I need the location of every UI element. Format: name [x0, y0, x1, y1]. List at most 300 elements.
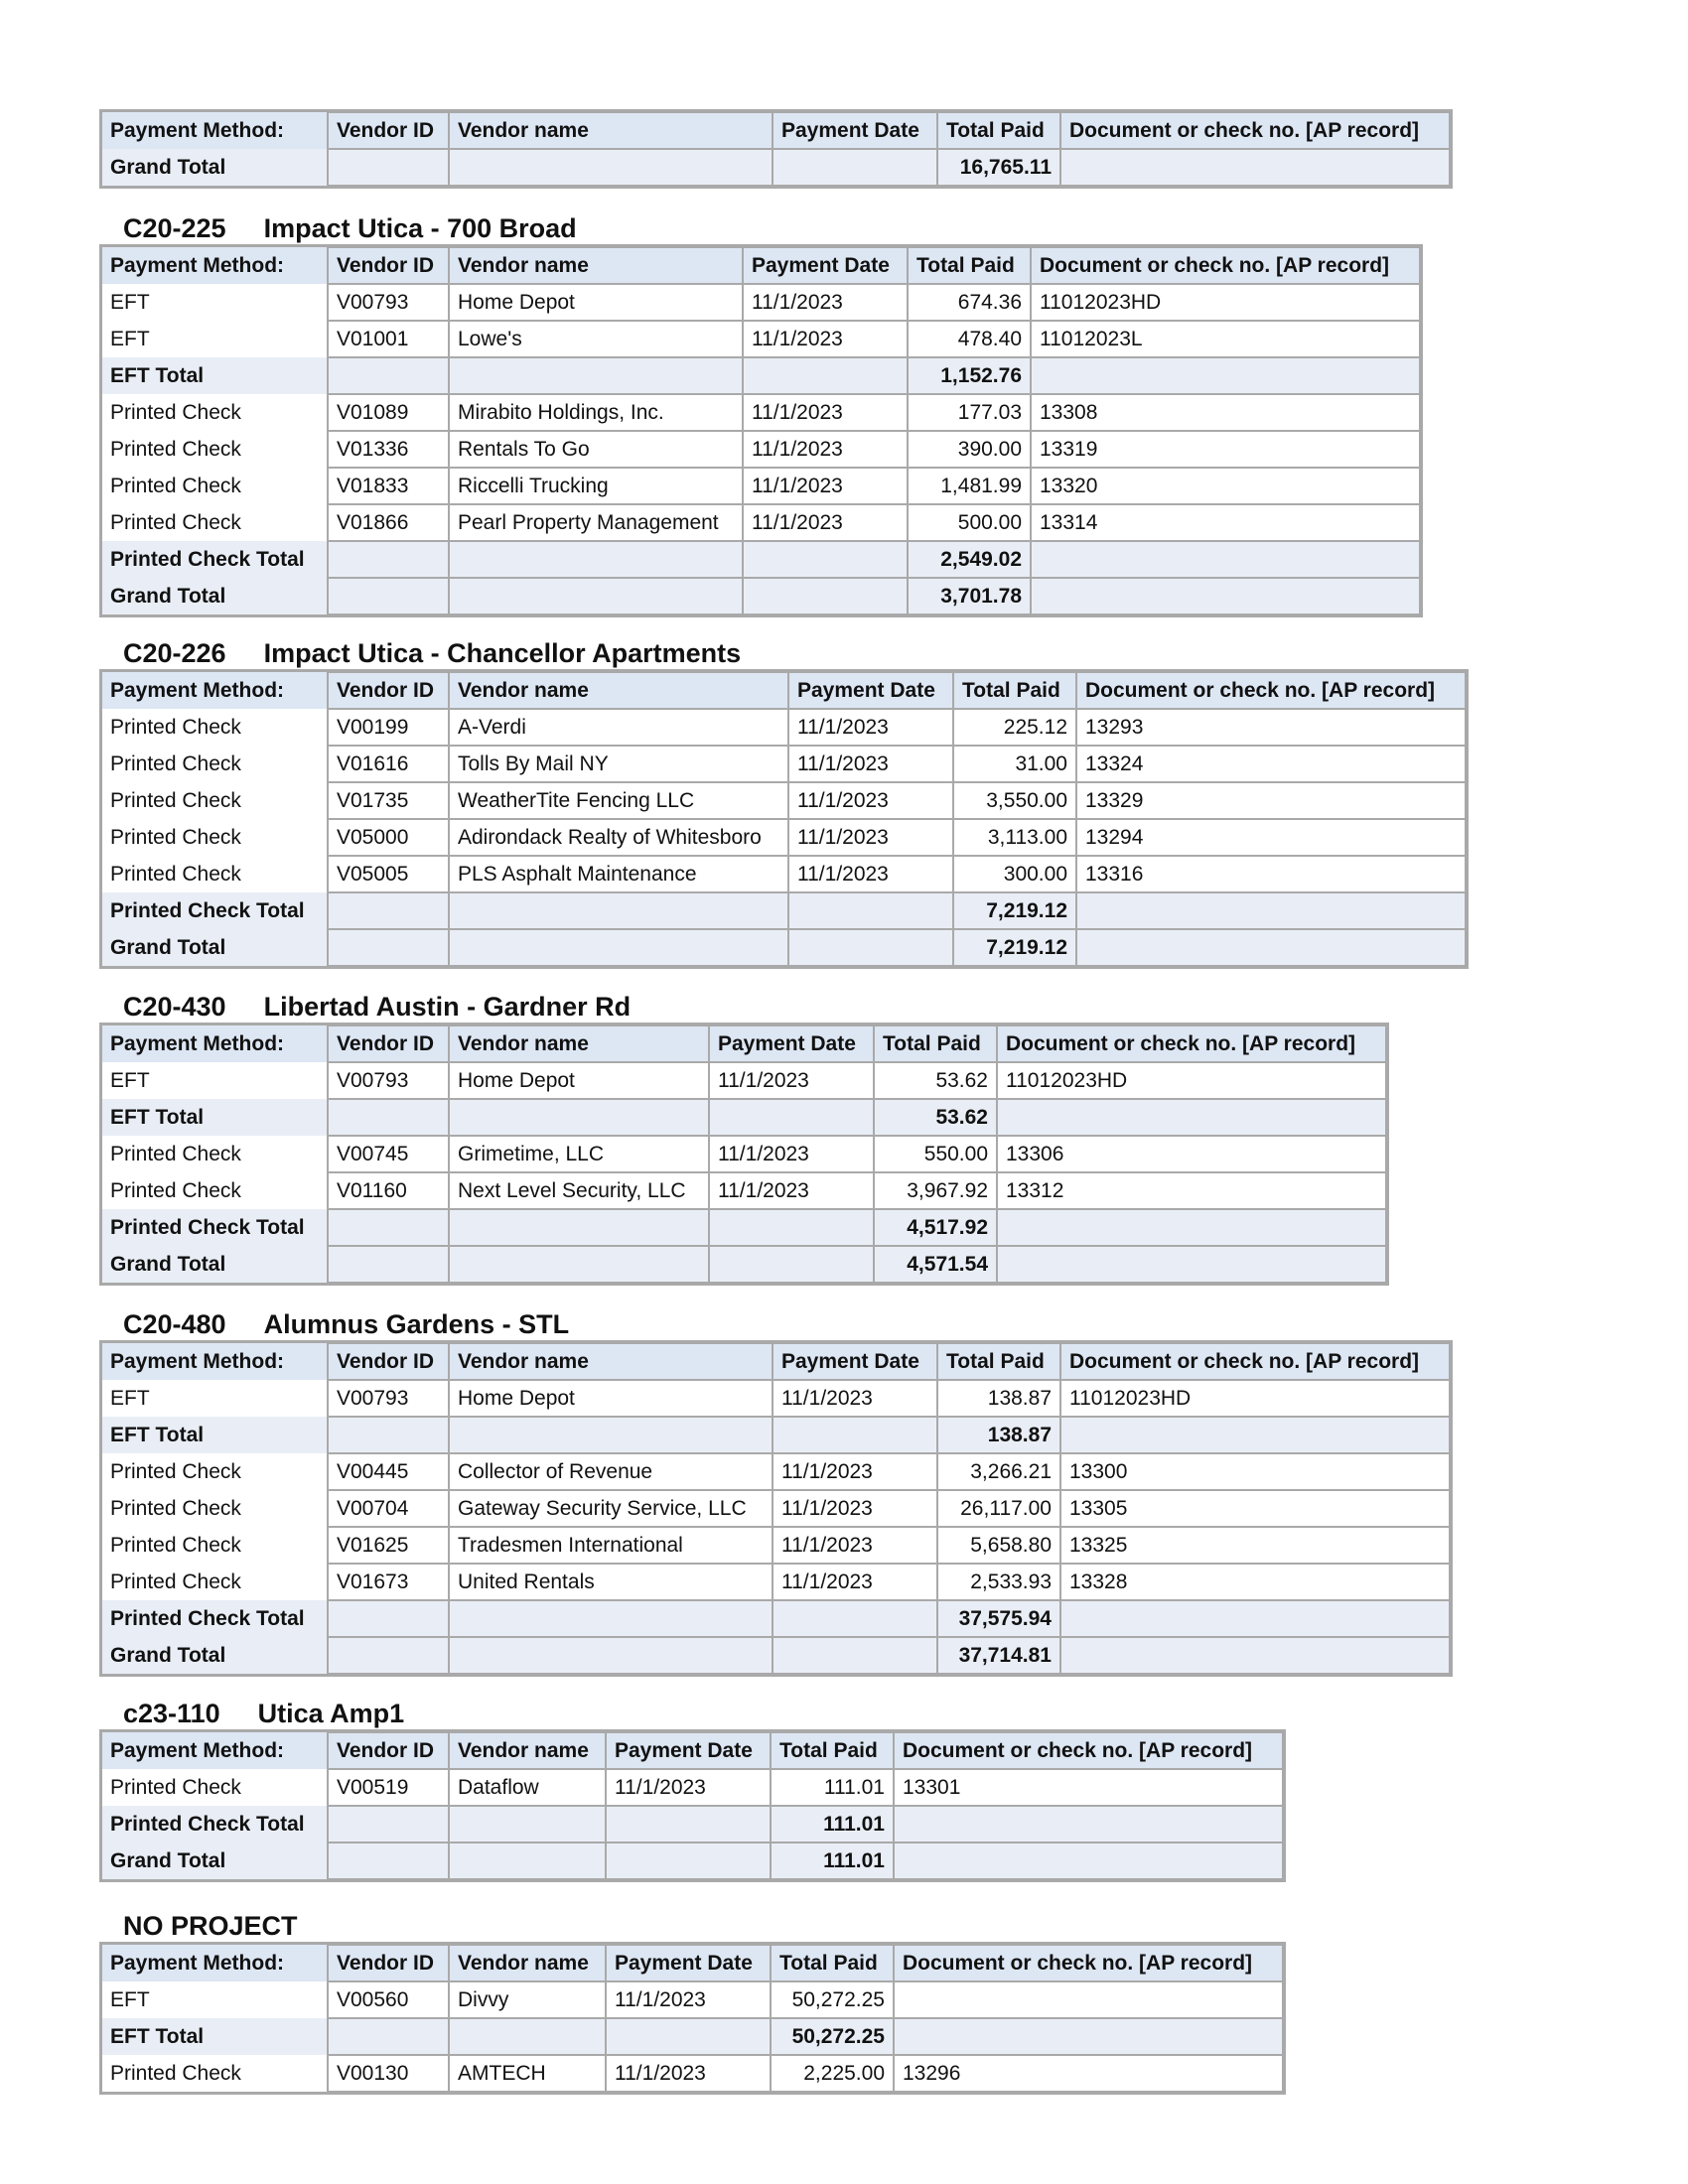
cell-document-no	[1060, 149, 1450, 186]
cell-payment-date	[743, 578, 908, 614]
header-vendor-name: Vendor name	[449, 1025, 709, 1062]
cell-payment-date: 11/1/2023	[709, 1136, 874, 1172]
table-row	[101, 284, 1420, 321]
cell-total-paid: 225.12	[953, 709, 1076, 746]
payments-table	[101, 1024, 1387, 1284]
cell-vendor-id	[328, 1600, 449, 1637]
header-payment-date: Payment Date	[773, 1343, 937, 1380]
cell-payment-date	[743, 357, 908, 394]
cell-payment-date	[743, 541, 908, 578]
payments-table	[101, 671, 1467, 967]
cell-document-no: 11012023L	[1031, 321, 1420, 357]
cell-payment-date: 11/1/2023	[743, 284, 908, 321]
header-document-no: Document or check no. [AP record]	[1031, 247, 1420, 284]
table-row	[101, 468, 1420, 504]
cell-total-paid: 50,272.25	[771, 1981, 894, 2018]
cell-vendor-id: V00793	[328, 1380, 449, 1417]
cell-document-no: 13293	[1076, 709, 1466, 746]
cell-vendor-id: V00130	[328, 2055, 449, 2092]
cell-vendor-id: V01160	[328, 1172, 449, 1209]
project-code: NO PROJECT	[123, 1911, 298, 1941]
cell-document-no: 13300	[1060, 1453, 1450, 1490]
cell-payment-method: Printed Check	[110, 825, 241, 849]
cell-document-no	[1060, 1417, 1450, 1453]
cell-payment-method: Printed Check	[110, 1178, 241, 1202]
cell-payment-method: Printed Check	[110, 1570, 241, 1593]
project-code: C20-480	[123, 1309, 226, 1339]
payments-table	[101, 246, 1421, 615]
cell-total-paid: 478.40	[908, 321, 1031, 357]
header-vendor-id: Vendor ID	[328, 1732, 449, 1769]
header-vendor-name: Vendor name	[449, 672, 788, 709]
cell-payment-method: EFT	[110, 1987, 150, 2011]
cell-payment-date	[773, 1600, 937, 1637]
cell-vendor-name	[449, 1209, 709, 1246]
cell-vendor-name: Home Depot	[449, 1380, 773, 1417]
project-code: C20-226	[123, 638, 226, 668]
cell-document-no: 13305	[1060, 1490, 1450, 1527]
cell-vendor-name	[449, 1843, 606, 1879]
cell-total-paid: 3,967.92	[874, 1172, 997, 1209]
cell-vendor-id: V01866	[328, 504, 449, 541]
cell-vendor-id: V00560	[328, 1981, 449, 2018]
cell-total-paid: 2,533.93	[937, 1564, 1060, 1600]
cell-payment-date: 11/1/2023	[773, 1453, 937, 1490]
header-total-paid: Total Paid	[771, 1732, 894, 1769]
project-name: Alumnus Gardens - STL	[263, 1309, 570, 1339]
cell-vendor-name: Rentals To Go	[449, 431, 743, 468]
cell-vendor-name	[449, 892, 788, 929]
cell-document-no	[1060, 1600, 1450, 1637]
table-row	[101, 2055, 1283, 2092]
cell-vendor-id: V05005	[328, 856, 449, 892]
cell-vendor-name: Divvy	[449, 1981, 606, 2018]
total-row	[101, 1246, 1386, 1283]
header-total-paid: Total Paid	[937, 112, 1060, 149]
cell-payment-method: Printed Check Total	[101, 1806, 328, 1843]
cell-document-no	[997, 1209, 1386, 1246]
cell-document-no: 13294	[1076, 819, 1466, 856]
header-payment-method: Payment Method:	[101, 1732, 328, 1769]
cell-payment-date	[788, 892, 953, 929]
cell-document-no: 13319	[1031, 431, 1420, 468]
header-total-paid: Total Paid	[953, 672, 1076, 709]
table-header-row	[101, 112, 1450, 149]
section-title	[101, 1306, 1451, 1342]
cell-payment-date: 11/1/2023	[606, 1981, 771, 2018]
cell-payment-method: Printed Check	[110, 751, 241, 775]
cell-vendor-name	[449, 357, 743, 394]
total-row	[101, 149, 1450, 186]
header-payment-date: Payment Date	[743, 247, 908, 284]
header-total-paid: Total Paid	[874, 1025, 997, 1062]
header-total-paid: Total Paid	[771, 1945, 894, 1981]
cell-vendor-name	[449, 1417, 773, 1453]
table-row	[101, 1564, 1450, 1600]
table-row	[101, 1136, 1386, 1172]
cell-vendor-name: Home Depot	[449, 284, 743, 321]
report-section	[101, 111, 1451, 187]
table-header-row	[101, 1343, 1450, 1380]
payments-table	[101, 1944, 1284, 2093]
cell-vendor-id: V01673	[328, 1564, 449, 1600]
cell-payment-method: EFT	[110, 1386, 150, 1410]
cell-vendor-id: V00793	[328, 1062, 449, 1099]
cell-document-no	[1031, 357, 1420, 394]
table-row	[101, 321, 1420, 357]
total-row	[101, 2018, 1283, 2055]
project-name: Libertad Austin - Gardner Rd	[263, 992, 632, 1022]
cell-payment-date	[788, 929, 953, 966]
report-section	[101, 210, 1421, 615]
cell-vendor-id	[328, 1246, 449, 1283]
cell-document-no	[1076, 892, 1466, 929]
cell-document-no: 13301	[894, 1769, 1283, 1806]
cell-vendor-id: V01001	[328, 321, 449, 357]
cell-vendor-id: V00793	[328, 284, 449, 321]
cell-vendor-id	[328, 1099, 449, 1136]
cell-payment-date: 11/1/2023	[606, 1769, 771, 1806]
table-row	[101, 1172, 1386, 1209]
cell-total-paid: 138.87	[937, 1380, 1060, 1417]
table-row	[101, 1490, 1450, 1527]
cell-total-paid: 5,658.80	[937, 1527, 1060, 1564]
header-document-no: Document or check no. [AP record]	[894, 1945, 1283, 1981]
payments-table	[101, 1342, 1451, 1675]
header-document-no: Document or check no. [AP record]	[997, 1025, 1386, 1062]
cell-total-paid: 16,765.11	[937, 149, 1060, 186]
cell-vendor-id	[328, 1806, 449, 1843]
cell-document-no	[1031, 541, 1420, 578]
cell-vendor-id: V01625	[328, 1527, 449, 1564]
project-code: c23-110	[123, 1699, 220, 1728]
header-document-no: Document or check no. [AP record]	[1060, 112, 1450, 149]
cell-total-paid: 2,549.02	[908, 541, 1031, 578]
cell-vendor-name: Adirondack Realty of Whitesboro	[449, 819, 788, 856]
cell-payment-date: 11/1/2023	[743, 431, 908, 468]
report-section	[101, 1908, 1284, 2093]
cell-total-paid: 1,152.76	[908, 357, 1031, 394]
cell-payment-date: 11/1/2023	[743, 321, 908, 357]
cell-vendor-name: Pearl Property Management	[449, 504, 743, 541]
section-title	[101, 989, 1387, 1024]
cell-total-paid: 2,225.00	[771, 2055, 894, 2092]
cell-vendor-id	[328, 149, 449, 186]
cell-payment-date: 11/1/2023	[773, 1380, 937, 1417]
total-row	[101, 1806, 1283, 1843]
total-row	[101, 1637, 1450, 1674]
cell-vendor-name: Collector of Revenue	[449, 1453, 773, 1490]
section-title	[101, 1908, 1284, 1944]
cell-payment-date: 11/1/2023	[788, 856, 953, 892]
cell-total-paid: 4,571.54	[874, 1246, 997, 1283]
header-payment-date: Payment Date	[788, 672, 953, 709]
cell-total-paid: 53.62	[874, 1062, 997, 1099]
cell-document-no	[1060, 1637, 1450, 1674]
cell-payment-method: Grand Total	[101, 1637, 328, 1674]
header-vendor-id: Vendor ID	[328, 1945, 449, 1981]
cell-total-paid: 53.62	[874, 1099, 997, 1136]
cell-payment-date: 11/1/2023	[743, 504, 908, 541]
cell-total-paid: 111.01	[771, 1843, 894, 1879]
cell-vendor-id: V01833	[328, 468, 449, 504]
cell-payment-date: 11/1/2023	[773, 1527, 937, 1564]
cell-document-no	[997, 1246, 1386, 1283]
cell-vendor-id: V01616	[328, 746, 449, 782]
cell-vendor-name: Grimetime, LLC	[449, 1136, 709, 1172]
cell-payment-method: EFT Total	[101, 1417, 328, 1453]
report-section	[101, 1306, 1451, 1675]
total-row	[101, 1600, 1450, 1637]
cell-payment-date: 11/1/2023	[743, 468, 908, 504]
table-row	[101, 1453, 1450, 1490]
total-row	[101, 892, 1466, 929]
header-payment-method: Payment Method:	[101, 672, 328, 709]
cell-vendor-name	[449, 929, 788, 966]
cell-vendor-id	[328, 357, 449, 394]
cell-payment-method: Printed Check	[110, 788, 241, 812]
project-name: Impact Utica - Chancellor Apartments	[263, 638, 742, 668]
cell-payment-date: 11/1/2023	[788, 782, 953, 819]
cell-vendor-id	[328, 541, 449, 578]
report-section	[101, 989, 1387, 1284]
cell-payment-method: Printed Check	[110, 1533, 241, 1557]
cell-payment-method: Printed Check	[110, 1496, 241, 1520]
cell-total-paid: 4,517.92	[874, 1209, 997, 1246]
cell-payment-date	[709, 1209, 874, 1246]
cell-vendor-name	[449, 578, 743, 614]
table-header-row	[101, 247, 1420, 284]
project-name: Utica Amp1	[257, 1699, 405, 1728]
cell-vendor-name: Home Depot	[449, 1062, 709, 1099]
total-row	[101, 1843, 1283, 1879]
header-vendor-id: Vendor ID	[328, 1025, 449, 1062]
total-row	[101, 578, 1420, 614]
cell-vendor-name	[449, 1099, 709, 1136]
cell-vendor-id	[328, 2018, 449, 2055]
cell-payment-method: EFT	[110, 327, 150, 350]
cell-document-no: 13320	[1031, 468, 1420, 504]
header-vendor-name: Vendor name	[449, 112, 773, 149]
total-row	[101, 929, 1466, 966]
table-header-row	[101, 672, 1466, 709]
cell-vendor-id	[328, 1417, 449, 1453]
header-vendor-id: Vendor ID	[328, 247, 449, 284]
cell-vendor-name: Next Level Security, LLC	[449, 1172, 709, 1209]
cell-total-paid: 1,481.99	[908, 468, 1031, 504]
header-payment-date: Payment Date	[773, 112, 937, 149]
cell-document-no: 13325	[1060, 1527, 1450, 1564]
section-title	[101, 1696, 1284, 1731]
cell-vendor-name: Lowe's	[449, 321, 743, 357]
cell-payment-date	[606, 2018, 771, 2055]
cell-vendor-id: V00519	[328, 1769, 449, 1806]
cell-payment-method: Grand Total	[101, 1843, 328, 1879]
project-name: Impact Utica - 700 Broad	[263, 213, 577, 243]
header-document-no: Document or check no. [AP record]	[1060, 1343, 1450, 1380]
header-vendor-id: Vendor ID	[328, 672, 449, 709]
project-code: C20-225	[123, 213, 226, 243]
table-row	[101, 709, 1466, 746]
table-row	[101, 394, 1420, 431]
cell-vendor-id	[328, 1843, 449, 1879]
cell-payment-method: Printed Check Total	[101, 1209, 328, 1246]
cell-vendor-name: Mirabito Holdings, Inc.	[449, 394, 743, 431]
payments-table	[101, 1731, 1284, 1880]
cell-total-paid: 50,272.25	[771, 2018, 894, 2055]
cell-document-no: 13306	[997, 1136, 1386, 1172]
total-row	[101, 357, 1420, 394]
cell-document-no: 11012023HD	[1060, 1380, 1450, 1417]
cell-total-paid: 37,575.94	[937, 1600, 1060, 1637]
cell-vendor-id	[328, 1637, 449, 1674]
cell-document-no: 13328	[1060, 1564, 1450, 1600]
cell-document-no: 13329	[1076, 782, 1466, 819]
cell-payment-date	[606, 1806, 771, 1843]
table-row	[101, 431, 1420, 468]
cell-vendor-id: V00745	[328, 1136, 449, 1172]
cell-total-paid: 7,219.12	[953, 929, 1076, 966]
cell-total-paid: 111.01	[771, 1769, 894, 1806]
cell-vendor-id	[328, 892, 449, 929]
cell-payment-date: 11/1/2023	[788, 746, 953, 782]
cell-payment-method: Printed Check	[110, 1775, 241, 1799]
cell-document-no	[894, 2018, 1283, 2055]
section-title	[101, 635, 1467, 671]
cell-document-no	[997, 1099, 1386, 1136]
cell-vendor-name: AMTECH	[449, 2055, 606, 2092]
cell-payment-method: EFT Total	[101, 1099, 328, 1136]
cell-total-paid: 26,117.00	[937, 1490, 1060, 1527]
cell-payment-date: 11/1/2023	[773, 1564, 937, 1600]
cell-payment-method: Printed Check	[110, 862, 241, 886]
total-row	[101, 1209, 1386, 1246]
cell-total-paid: 550.00	[874, 1136, 997, 1172]
cell-document-no	[894, 1806, 1283, 1843]
cell-vendor-name	[449, 1600, 773, 1637]
cell-document-no	[1076, 929, 1466, 966]
cell-document-no	[894, 1981, 1283, 2018]
cell-payment-method: EFT Total	[101, 2018, 328, 2055]
cell-vendor-id	[328, 929, 449, 966]
cell-payment-method: Printed Check	[110, 715, 241, 739]
cell-vendor-id: V01089	[328, 394, 449, 431]
header-vendor-name: Vendor name	[449, 1945, 606, 1981]
cell-payment-date: 11/1/2023	[709, 1172, 874, 1209]
table-header-row	[101, 1025, 1386, 1062]
header-payment-method: Payment Method:	[101, 112, 328, 149]
table-row	[101, 1380, 1450, 1417]
cell-payment-method: Grand Total	[101, 929, 328, 966]
cell-vendor-name: PLS Asphalt Maintenance	[449, 856, 788, 892]
cell-vendor-id	[328, 1209, 449, 1246]
cell-payment-date: 11/1/2023	[743, 394, 908, 431]
table-row	[101, 1769, 1283, 1806]
header-payment-method: Payment Method:	[101, 1945, 328, 1981]
cell-vendor-name: Riccelli Trucking	[449, 468, 743, 504]
cell-payment-date: 11/1/2023	[788, 709, 953, 746]
cell-payment-method: Printed Check	[110, 2061, 241, 2085]
report-section	[101, 1696, 1284, 1880]
header-vendor-name: Vendor name	[449, 1732, 606, 1769]
cell-payment-method: EFT	[110, 1068, 150, 1092]
header-payment-method: Payment Method:	[101, 1343, 328, 1380]
cell-vendor-name: Dataflow	[449, 1769, 606, 1806]
cell-vendor-id: V00445	[328, 1453, 449, 1490]
cell-total-paid: 3,113.00	[953, 819, 1076, 856]
table-row	[101, 856, 1466, 892]
cell-payment-method: Printed Check	[110, 1142, 241, 1165]
cell-total-paid: 3,550.00	[953, 782, 1076, 819]
cell-total-paid: 674.36	[908, 284, 1031, 321]
report-section	[101, 635, 1467, 967]
table-row	[101, 819, 1466, 856]
cell-payment-date: 11/1/2023	[773, 1490, 937, 1527]
cell-payment-method: Grand Total	[101, 149, 328, 186]
cell-payment-date	[773, 1417, 937, 1453]
cell-total-paid: 300.00	[953, 856, 1076, 892]
payments-table	[101, 111, 1451, 187]
cell-payment-method: Printed Check Total	[101, 541, 328, 578]
cell-payment-date	[773, 1637, 937, 1674]
cell-payment-method: Printed Check	[110, 474, 241, 497]
cell-total-paid: 138.87	[937, 1417, 1060, 1453]
header-payment-date: Payment Date	[709, 1025, 874, 1062]
total-row	[101, 1099, 1386, 1136]
cell-total-paid: 390.00	[908, 431, 1031, 468]
cell-vendor-name	[449, 1246, 709, 1283]
cell-payment-date	[709, 1099, 874, 1136]
table-row	[101, 1527, 1450, 1564]
table-row	[101, 1062, 1386, 1099]
header-document-no: Document or check no. [AP record]	[894, 1732, 1283, 1769]
total-row	[101, 541, 1420, 578]
header-payment-method: Payment Method:	[101, 1025, 328, 1062]
cell-payment-date	[773, 149, 937, 186]
header-vendor-id: Vendor ID	[328, 1343, 449, 1380]
header-payment-date: Payment Date	[606, 1945, 771, 1981]
cell-payment-date	[709, 1246, 874, 1283]
cell-payment-method: EFT Total	[101, 357, 328, 394]
cell-vendor-name	[449, 541, 743, 578]
table-header-row	[101, 1945, 1283, 1981]
cell-document-no: 13324	[1076, 746, 1466, 782]
cell-document-no: 13308	[1031, 394, 1420, 431]
total-row	[101, 1417, 1450, 1453]
cell-vendor-name: United Rentals	[449, 1564, 773, 1600]
cell-payment-method: Printed Check	[110, 1459, 241, 1483]
cell-payment-method: Printed Check Total	[101, 892, 328, 929]
cell-vendor-id	[328, 578, 449, 614]
table-row	[101, 782, 1466, 819]
header-payment-method: Payment Method:	[101, 247, 328, 284]
table-row	[101, 1981, 1283, 2018]
table-row	[101, 504, 1420, 541]
cell-payment-date: 11/1/2023	[788, 819, 953, 856]
header-vendor-name: Vendor name	[449, 247, 743, 284]
cell-vendor-name: WeatherTite Fencing LLC	[449, 782, 788, 819]
cell-vendor-name	[449, 1637, 773, 1674]
header-vendor-name: Vendor name	[449, 1343, 773, 1380]
cell-document-no	[894, 1843, 1283, 1879]
cell-vendor-id: V01735	[328, 782, 449, 819]
section-title	[101, 210, 1421, 246]
cell-vendor-name: Tolls By Mail NY	[449, 746, 788, 782]
cell-document-no: 13312	[997, 1172, 1386, 1209]
table-header-row	[101, 1732, 1283, 1769]
cell-vendor-name: Gateway Security Service, LLC	[449, 1490, 773, 1527]
cell-vendor-name	[449, 1806, 606, 1843]
